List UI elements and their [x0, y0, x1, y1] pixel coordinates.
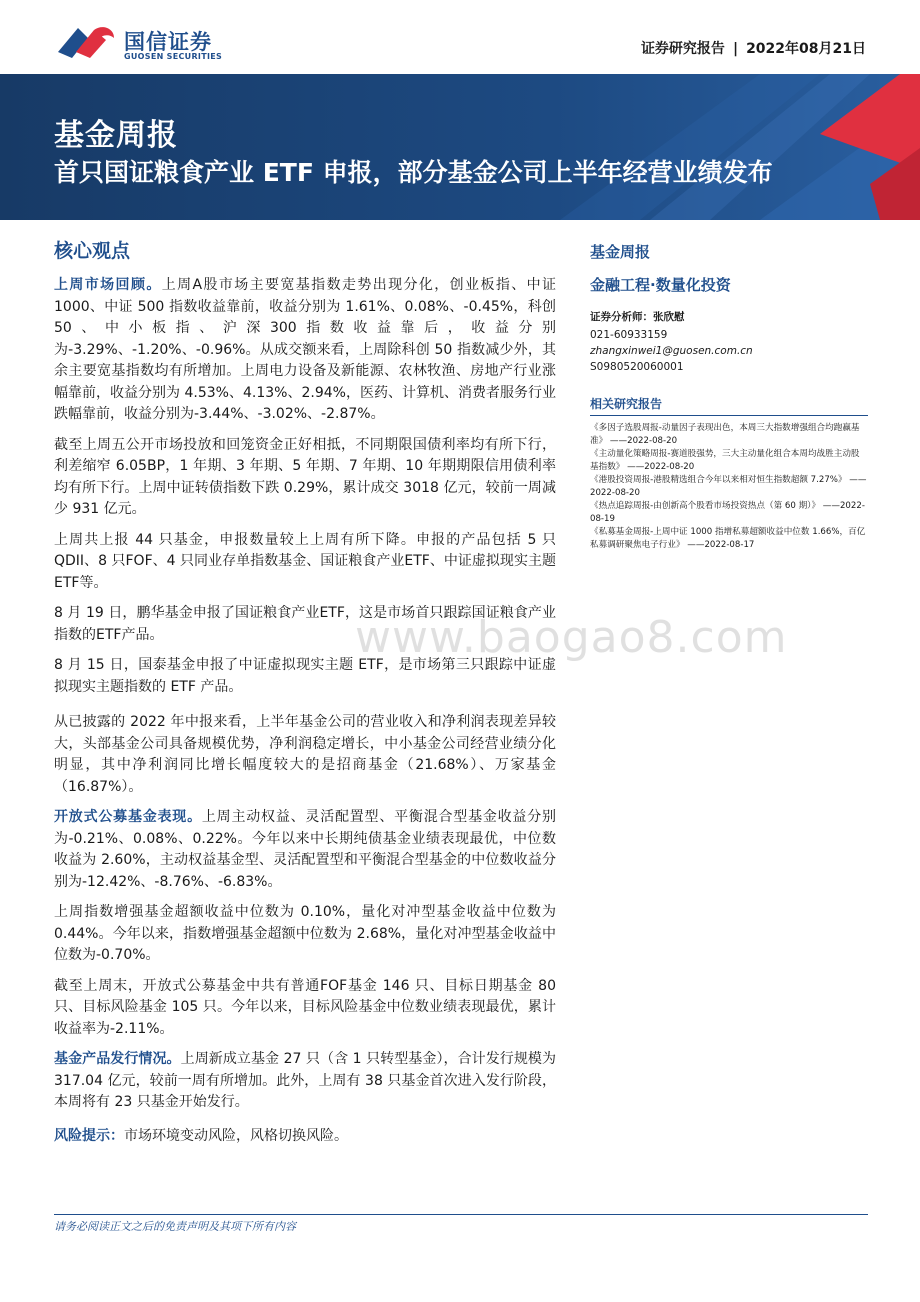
- logo-english-text: GUOSEN SECURITIES: [124, 52, 223, 61]
- related-reports-heading: 相关研究报告: [590, 395, 868, 416]
- paragraph-text: 上周指数增强基金超额收益中位数为 0.10%，量化对冲型基金收益中位数为 0.44%。今年以来，指数增强基金超额中位数为 2.68%，量化对冲型基金收益中位数为-0.70%。: [54, 904, 556, 963]
- analyst-phone: 021-60933159: [590, 329, 668, 341]
- paragraph-text: 8 月 19 日，鹏华基金申报了国证粮食产业ETF，这是市场首只跟踪国证粮食产业指数的ETF产品。: [54, 605, 556, 643]
- analyst-email[interactable]: zhangxinwei1@guosen.com.cn: [590, 345, 753, 357]
- report-date: 2022年08月21日: [746, 41, 866, 57]
- paragraph-fund-filings: [54, 530, 556, 595]
- paragraph-text: 上周新成立基金 27 只（含 1 只转型基金），合计发行规模为 317.04 亿元，较前一周有所增加。此外，上周有 38 只基金首次进入发行阶段，本周将有 23 只基金开始发行。: [54, 1051, 556, 1110]
- related-report-item[interactable]: 《多因子选股周报-动量因子表现出色，本周三大指数增强组合均跑赢基准》 ——2022-08-20: [590, 423, 860, 446]
- paragraph-market-review: [54, 275, 556, 426]
- paragraph-text: 上周主动权益、灵活配置型、平衡混合型基金收益分别为-0.21%、0.08%、0.22%。今年以来中长期纯债基金业绩表现最优，中位数收益为 2.60%，主动权益基金型、灵活配置型和平衡混合型基金的中位数收益分别为-12.42%、-8.76%、-6.83%。: [54, 809, 557, 890]
- paragraph-text: 8 月 15 日，国泰基金申报了中证虚拟现实主题 ETF，是市场第三只跟踪中证虚拟现实主题指数的 ETF 产品。: [54, 657, 556, 695]
- risk-text: 市场环境变动风险，风格切换风险。: [124, 1128, 348, 1144]
- guosen-logo-icon: [54, 22, 118, 62]
- paragraph-bond-market: [54, 435, 556, 521]
- paragraph-text: 截至上周末，开放式公募基金中共有普通FOF基金 146 只、目标日期基金 80 只、目标风险基金 105 只。今年以来，目标风险基金中位数业绩表现最优，累计收益率为-2.11%。: [54, 977, 556, 1037]
- paragraph-open-end-funds: [54, 807, 556, 893]
- analyst-name: 证券分析师：张欣慰: [590, 311, 685, 323]
- paragraph-text: 上周共上报 44 只基金，申报数量较上上周有所下降。申报的产品包括 5 只QDII、8 只FOF、4 只同业存单指数基金、国证粮食产业ETF、中证虚拟现实主题ETF等。: [54, 531, 556, 591]
- paragraph-lead: 基金产品发行情况。: [54, 1051, 181, 1067]
- report-meta: [641, 38, 866, 58]
- report-title: 首只国证粮食产业 ETF 申报，部分基金公司上半年经营业绩发布: [54, 158, 773, 187]
- paragraph-text: 从已披露的 2022 年中报来看，上半年基金公司的营业收入和净利润表现差异较大，头部基金公司具备规模优势，净利润稳定增长，中小基金公司经营业绩分化明显，其中净利润同比增长幅度较大的是招商基金（21.68%）、万家基金（16.87%）。: [54, 714, 556, 795]
- risk-lead: 风险提示：: [54, 1128, 124, 1144]
- report-type: 证券研究报告: [640, 41, 725, 57]
- report-header: [0, 0, 920, 74]
- paragraph-index-enhanced: [54, 902, 556, 967]
- sidebar-topic: 金融工程·数量化投资: [590, 276, 731, 294]
- paragraph-lead: 开放式公募基金表现。: [54, 809, 202, 825]
- footer-disclaimer: 请务必阅读正文之后的免责声明及其项下所有内容: [54, 1220, 296, 1233]
- related-report-item[interactable]: 《港股投资周报-港股精选组合今年以来相对恒生指数超额 7.27%》 ——2022-08-20: [590, 475, 867, 498]
- logo-chinese-text: 国信证券: [124, 30, 212, 54]
- core-views-heading: 核心观点: [54, 240, 131, 262]
- paragraph-text: 上周A股市场主要宽基指数走势出现分化，创业板指、中证 1000、中证 500 指数收益靠前，收益分别为 1.61%、0.08%、-0.45%，科创50、中小板指、沪深300指数收益靠后，收益分别为-3.29%、-1.20%、-0.96%。从成交额来看，上周除科创 50 指数减少外，其余主要宽基指数均有所增加。上周电力设备及新能源、农林牧渔、房地产行业涨幅靠前，收益分别为 4.53%、4.13%、2.94%，医药、计算机、消费者服务行业跌幅靠前，收益分别为-3.44%、-3.02%、-2.87%。: [54, 277, 556, 422]
- related-report-item[interactable]: 《主动量化策略周报-赛道股强势，三大主动量化组合本周均战胜主动股基指数》 ——2022-08-20: [590, 449, 860, 472]
- analyst-license: S0980520060001: [590, 361, 684, 373]
- banner-kicker: 基金周报: [54, 118, 178, 153]
- guosen-logo: [54, 22, 224, 66]
- paragraph-fof-funds: [54, 976, 556, 1041]
- paragraph-lead: 上周市场回顾。: [54, 277, 162, 293]
- related-report-item[interactable]: 《私募基金周报-上周中证 1000 指增私募超额收益中位数 1.66%，百亿私募调研聚焦电子行业》 ——2022-08-17: [590, 527, 866, 550]
- title-banner: [0, 74, 920, 220]
- footer-divider: [54, 1214, 868, 1215]
- related-reports-list: [590, 422, 868, 552]
- paragraph-interim-results: [54, 712, 556, 798]
- related-report-item[interactable]: 《热点追踪周报-由创新高个股看市场投资热点（第 60 期）》 ——2022-08-19: [590, 501, 865, 524]
- watermark: www.baogao8.com: [355, 612, 788, 663]
- sidebar: [590, 241, 868, 552]
- sidebar-kicker: 基金周报: [590, 243, 651, 261]
- paragraph-fund-issuance: [54, 1049, 556, 1114]
- meta-separator: |: [732, 41, 739, 57]
- core-views-column: [54, 236, 556, 1123]
- paragraph-text: 截至上周五公开市场投放和回笼资金正好相抵，不同期限国债利率均有所下行，利差缩窄 6.05BP，1 年期、3 年期、5 年期、7 年期、10 年期期限信用债利率均有所下行。上周中证转债指数下跌 0.29%，累计成交 3018 亿元，较前一周减少 931 亿元。: [54, 436, 556, 517]
- risk-warning: [54, 1125, 348, 1145]
